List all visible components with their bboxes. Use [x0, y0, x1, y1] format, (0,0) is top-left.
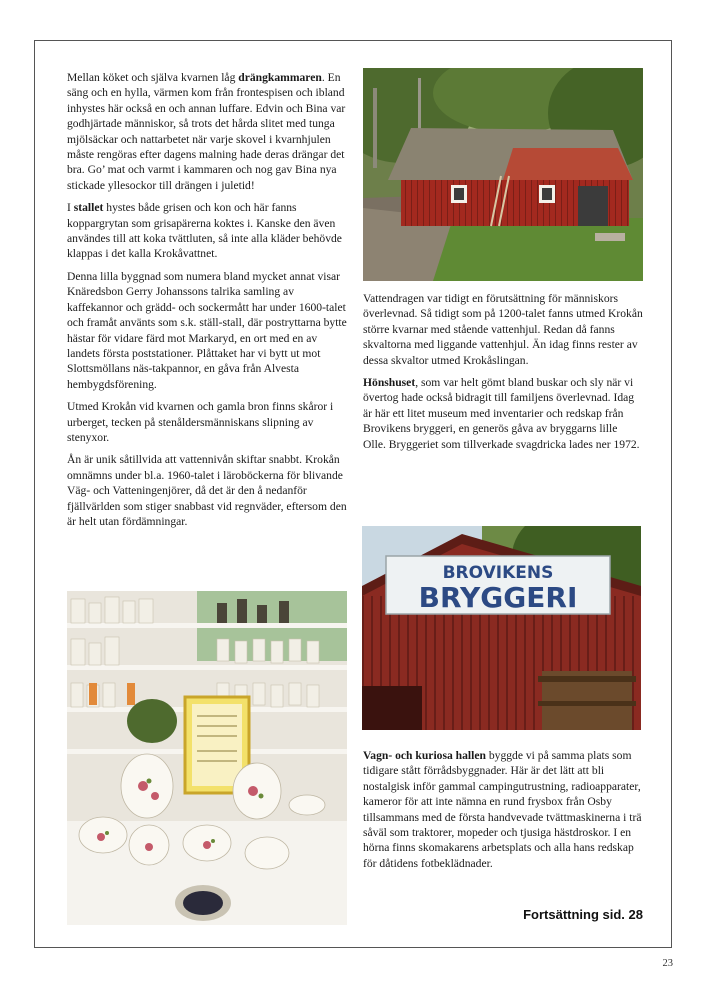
right-text-column-upper: [363, 291, 643, 459]
continuation-note: Fortsättning sid. 28: [523, 907, 643, 922]
paragraph-stallet: I stallet hystes både grisen och kon och här fanns koppargrytan som grisapärerna koktes i. Kanske den även användes till att koka tvättluten, så inte alla kläder behövde klappas i det kalla Krokåvattnet.: [67, 201, 342, 261]
red-barn-photo: [363, 68, 643, 281]
sign-line-brovikens: BROVIKENS: [442, 563, 554, 583]
paragraph-vagn-kuriosa: Vagn- och kuriosa hallen byggde vi på samma plats som tidigare stått förrådsbyggnader. Här är det lätt att bli nostalgisk inför gammal campingutrustning, radioapparater, kameror för att inte nämna en rund frysbox från Osby tillsammans med de första handvevade tvättmaskinerna i trä såväl som traktorer, mopeder och tjusiga hästdroskor. I en hörna finns skomakarens arbetsplats och alla hans redskap för dåtidens fotbeklädnader.: [363, 749, 642, 870]
sign-line-bryggeri: BRYGGERI: [418, 581, 578, 614]
paragraph-honshuset: Hönshuset, som var helt gömt bland buskar och sly när vi övertog hade också bidragit till familjens överlevnad. Idag är här ett litet museum med inventarier och redskap från Brovikens bryggeri, en generös gåva av bryggarns lille Olle. Bryggeriet som tillverkade svagdricka lades ner 1972.: [363, 376, 640, 451]
paragraph-stall-building: Denna lilla byggnad som numera bland mycket annat visar Knäredsbon Gerry Johanssons talrika samling av kaffekannor och grädd- och sockermått har under 1600-talet och framåt använts som s.k. ställ-stall, där postryttarna bytte hästar för vidare färd mot Markaryd, en ort med en av landets första poststationer. Plåttaket har vi bytt ut mot Slottsmöllans näs-takpannor, en gåva från Alvesta hembygdsförening.: [67, 269, 347, 391]
paragraph-vattendragen: Vattendragen var tidigt en förutsättning för människors överlevnad. Så tidigt som på 1200-talet fanns utmed Krokån större kvarnar med stående vattenhjul. Redan då fanns skvaltorna med liggande vattenhjul. Än idag finns rester av dessa skvaltor utmed Krokåslingan.: [363, 292, 643, 367]
page-number: 23: [662, 958, 673, 969]
left-text-column: [67, 70, 347, 536]
paragraph-krokan-water-level: Ån är unik såtillvida att vattennivån skiftar snabbt. Krokån omnämns under bl.a. 1960-talet i läroböckerna för blivande Väg- och Vatteningenjörer, då det är den å nedanför fjällvärlden som stiger snabbast vid regnväder, eftersom den är helt utan fördämningar.: [67, 453, 347, 528]
right-text-column-lower: [363, 748, 643, 878]
paragraph-drangkammaren: Mellan köket och själva kvarnen låg drängkammaren. En säng och en hylla, värmen kom från frontespisen och ibland inhystes här också en och annan luffare. Edvin och Bina var godhjärtade människor, så trots det hårda slitet med tunga mjölsäckar och nattarbetet när varje skovel i kvarnhjulen måste rengöras efter dagens malning hade deras drängar det bra. Go’ mat och varmt i kammaren och nog gav Bina nya stickade yllesockor till drängen i juletid!: [67, 71, 346, 192]
brewery-sign-photo: [362, 526, 641, 730]
paragraph-krokan-bedrock: Utmed Krokån vid kvarnen och gamla bron finns skåror i urberget, tecken på stenåldersmänniskans slipning av stenyxor.: [67, 400, 334, 444]
porcelain-collection-photo: [67, 591, 347, 925]
